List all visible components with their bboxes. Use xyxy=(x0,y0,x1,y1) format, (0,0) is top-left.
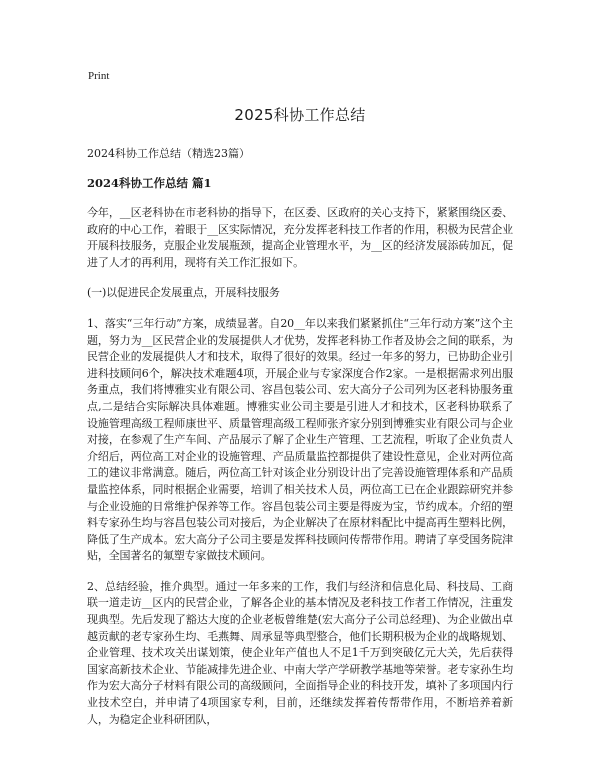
paragraph-item-1: 1、落实“三年行动”方案，成绩显著。自20__年以来我们紧紧抓住“三年行动方案”这个主题，努力为__区民营企业的发展提供人才优势，发挥老科协工作者及协会之间的联系，为民营企业的发展提供人才和技术，取得了很好的效果。经过一年多的努力，已协助企业引进科技顾问6个，解决技术难题4项，开展企业与专家深度合作2家。一是根据需求列出服务重点，我们将博雅实业有限公司、容昌包装公司、宏大高分子公司列为区老科协服务重点,二是结合实际解决具体难题。博雅实业公司主要是引进人才和技术，区老科协联系了设施管理高级工程师康世平、质量管理高级工程师张齐家分别到博雅实业有限公司与企业对接，在参观了生产车间、产品展示了解了企业生产管理、工艺流程，听取了企业负责人介绍后，两位高工对企业的设施管理、产品质量监控都提供了建设性意见，企业对两位高工的建议非常满意。随后，两位高工针对该企业分别设计出了完善设施管理体系和产品质量监控体系，同时根据企业需要，培训了相关技术人员，两位高工已在企业跟踪研究并参与企业设施的日常维护保养等工作。容昌包装公司主要是得废为宝，节约成本。介绍的塑料专家孙生均与容昌包装公司对接后，为企业解决了在原材料配比中提高再生塑料比例，降低了生产成本。宏大高分子公司主要是发挥科技顾问传帮带作用。聘请了享受国务院津贴，全国著名的氟塑专家做技术顾问。 xyxy=(87,316,513,563)
document-subtitle: 2024科协工作总结（精选23篇） xyxy=(87,147,250,160)
section-heading: 2024科协工作总结 篇1 xyxy=(87,176,212,190)
paragraph-intro: 今年，__区老科协在市老科协的指导下，在区委、区政府的关心支持下，紧紧围绕区委、政府的中心工作，着眼于__区实际情况，充分发挥老科技工作者的作用，积极为民营企业开展科技服务，克服企业发展瓶颈，提高企业管理水平，为__区的经济发展添砖加瓦，促进了人才的再利用，现将有关工作汇报如下。 xyxy=(87,206,513,269)
document-title: 2025科协工作总结 xyxy=(234,106,366,124)
paragraph-item-2: 2、总结经验，推介典型。通过一年多来的工作，我们与经济和信息化局、科技局、工商联一道走访__区内的民营企业，了解各企业的基本情况及老科技工作者工作情况，注重发现典型。先后发现了豁达大度的企业老板曾维楚(宏大高分子公司总经理)、为企业做出卓越贡献的老专家孙生均、毛燕舞、周承显等典型整合，他们长期积极为企业的战略规划、企业管理、技术攻关出谋划策，使企业年产值也人不足1千万到突破亿元大关，先后获得国家高新技术企业、节能减排先进企业、中南大学产学研教学基地等荣誉。老专家孙生均作为宏大高分子材料有限公司的高级顾问，全面指导企业的科技开发，填补了多项国内行业技术空白，并申请了4项国家专利，目前，还继续发挥着传帮带作用，不断培养着新人，为稳定企业科研团队， xyxy=(87,579,513,726)
print-label[interactable]: Print xyxy=(88,70,110,82)
paragraph-subheading: (一)以促进民企发展重点，开展科技服务 xyxy=(87,286,280,300)
